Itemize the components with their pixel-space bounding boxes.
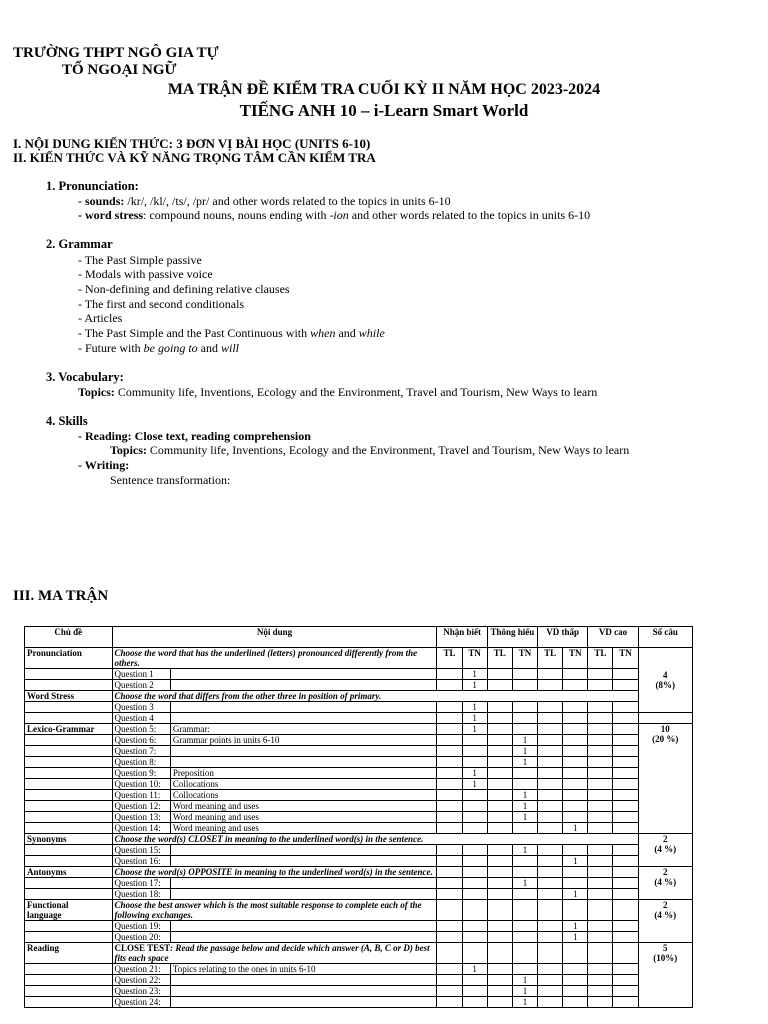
table-row: Question 1 1 xyxy=(25,669,693,680)
skills-reading: - Reading: Close text, reading comprehension xyxy=(78,429,311,443)
table-row: Question 4 1 xyxy=(25,713,693,724)
section-3-heading: III. MA TRẬN xyxy=(13,588,109,604)
topic-cell: Reading xyxy=(25,943,113,964)
table-row: Question 24: 1 xyxy=(25,997,693,1008)
skills-writing: - Writing: xyxy=(78,458,130,472)
table-row xyxy=(25,867,693,878)
col-low-application: VD thấp xyxy=(538,627,588,648)
count-cell: 10 (20 %) xyxy=(638,724,692,834)
table-row: Question 3 1 xyxy=(25,702,693,713)
topic-cell: Word Stress xyxy=(25,691,113,702)
table-row: Lexico-Grammar Question 5: Grammar: 1 10 (20 %) xyxy=(25,724,693,735)
tn-label: TN xyxy=(613,648,638,669)
count-cell: 4 (8%) xyxy=(638,648,692,713)
grammar-item: - Future with be going to and will xyxy=(78,341,240,355)
topic-cell: Functional language xyxy=(25,900,113,921)
topic-cell: Antonyms xyxy=(25,867,113,878)
table-row: Question 18: 1 xyxy=(25,889,693,900)
table-row xyxy=(25,943,693,964)
table-row: Question 6: Grammar points in units 6-10 1 xyxy=(25,735,693,746)
table-row: Question 12: Word meaning and uses 1 xyxy=(25,801,693,812)
skills-heading: 4. Skills xyxy=(46,414,88,428)
skills-writing-text: Sentence transformation: xyxy=(110,473,231,487)
table-row: Question 23: 1 xyxy=(25,986,693,997)
table-row: Question 19: 1 xyxy=(25,921,693,932)
pronunciation-stress: - word stress: compound nouns, nouns ending with -ion and other words related to the topics in units 6-10 xyxy=(78,208,591,222)
exam-matrix-table xyxy=(24,626,693,1008)
department-name: TỔ NGOẠI NGỮ xyxy=(62,62,177,78)
vocabulary-heading: 3. Vocabulary: xyxy=(46,370,124,384)
tn-label: TN xyxy=(563,648,588,669)
table-row: Question 13: Word meaning and uses 1 xyxy=(25,812,693,823)
tl-label: TL xyxy=(538,648,563,669)
table-row: Question 16: 1 xyxy=(25,856,693,867)
col-content: Nội dung xyxy=(112,627,437,648)
table-row: Question 14: Word meaning and uses 1 xyxy=(25,823,693,834)
table-row xyxy=(25,691,693,702)
tl-label: TL xyxy=(588,648,613,669)
col-question-count: Số câu xyxy=(638,627,692,648)
col-understanding: Thông hiểu xyxy=(487,627,537,648)
topic-cell: Lexico-Grammar xyxy=(25,724,113,735)
tn-label: TN xyxy=(462,648,487,669)
instruction-cell: Choose the word that has the underlined (letters) pronounced differently from the others. xyxy=(112,648,437,669)
table-row: Question 17: 1 xyxy=(25,878,693,889)
grammar-item: - Articles xyxy=(78,311,123,325)
table-row: Question 15: 1 xyxy=(25,845,693,856)
grammar-item: - The Past Simple passive xyxy=(78,253,202,267)
table-header-row xyxy=(25,627,693,648)
count-cell: 2 (4 %) xyxy=(638,834,692,867)
table-row: Question 9: Preposition 1 xyxy=(25,768,693,779)
page-subtitle: TIẾNG ANH 10 – i-Learn Smart World xyxy=(239,101,529,120)
count-cell: 2 (4 %) xyxy=(638,900,692,943)
instruction-cell: Choose the best answer which is the most suitable response to complete each of the following exchanges. xyxy=(112,900,437,921)
table-row: Question 8: 1 xyxy=(25,757,693,768)
count-cell: 5 (10%) xyxy=(638,943,692,1008)
table-row xyxy=(25,834,693,845)
table-row: Question 11: Collocations 1 xyxy=(25,790,693,801)
tl-label: TL xyxy=(437,648,462,669)
grammar-item: - The Past Simple and the Past Continuous with when and while xyxy=(78,326,385,340)
vocabulary-topics: Topics: Community life, Inventions, Ecology and the Environment, Travel and Tourism, New Ways to learn xyxy=(78,385,598,399)
col-recognition: Nhận biết xyxy=(437,627,487,648)
count-cell: 2 (4 %) xyxy=(638,867,692,900)
table-row: Question 20: 1 xyxy=(25,932,693,943)
instruction-cell: Choose the word(s) CLOSET in meaning to the underlined word(s) in the sentence. xyxy=(112,834,638,845)
table-row: Question 22: 1 xyxy=(25,975,693,986)
table-row: Question 10: Collocations 1 xyxy=(25,779,693,790)
section-2-heading: II. KIẾN THỨC VÀ KỸ NĂNG TRỌNG TÂM CẦN KIỂM TRA xyxy=(13,150,376,165)
tl-label: TL xyxy=(487,648,512,669)
col-high-application: VD cao xyxy=(588,627,638,648)
grammar-item: - Non-defining and defining relative clauses xyxy=(78,282,290,296)
instruction-cell: Choose the word(s) OPPOSITE in meaning to the underlined word(s) in the sentence. xyxy=(112,867,437,878)
instruction-cell: Choose the word that differs from the other three in position of primary. xyxy=(112,691,638,702)
pronunciation-heading: 1. Pronunciation: xyxy=(46,179,139,193)
table-row: Question 7: 1 xyxy=(25,746,693,757)
page-title: MA TRẬN ĐỀ KIỂM TRA CUỐI KỲ II NĂM HỌC 2023-2024 xyxy=(167,81,601,98)
school-name: TRƯỜNG THPT NGÔ GIA TỰ xyxy=(13,45,219,61)
grammar-item: - Modals with passive voice xyxy=(78,267,213,281)
table-row xyxy=(25,900,693,921)
topic-cell: Synonyms xyxy=(25,834,113,845)
grammar-item: - The first and second conditionals xyxy=(78,297,245,311)
tn-label: TN xyxy=(512,648,537,669)
col-topic: Chủ đề xyxy=(25,627,113,648)
section-1-heading: I. NỘI DUNG KIẾN THỨC: 3 ĐƠN VỊ BÀI HỌC (UNITS 6-10) xyxy=(13,136,371,151)
instruction-cell: CLOSE TEST: Read the passage below and decide which answer (A, B, C or D) best fits each space xyxy=(112,943,437,964)
table-row xyxy=(25,648,693,669)
topic-cell: Pronunciation xyxy=(25,648,113,669)
table-row: Question 21: Topics relating to the ones in units 6-10 1 xyxy=(25,964,693,975)
table-row: Question 2 1 xyxy=(25,680,693,691)
grammar-heading: 2. Grammar xyxy=(46,237,113,251)
skills-reading-topics: Topics: Community life, Inventions, Ecology and the Environment, Travel and Tourism, New Ways to learn xyxy=(110,443,630,457)
pronunciation-sounds: - sounds: /kr/, /kl/, /ts/, /pr/ and other words related to the topics in units 6-10 xyxy=(78,194,451,208)
